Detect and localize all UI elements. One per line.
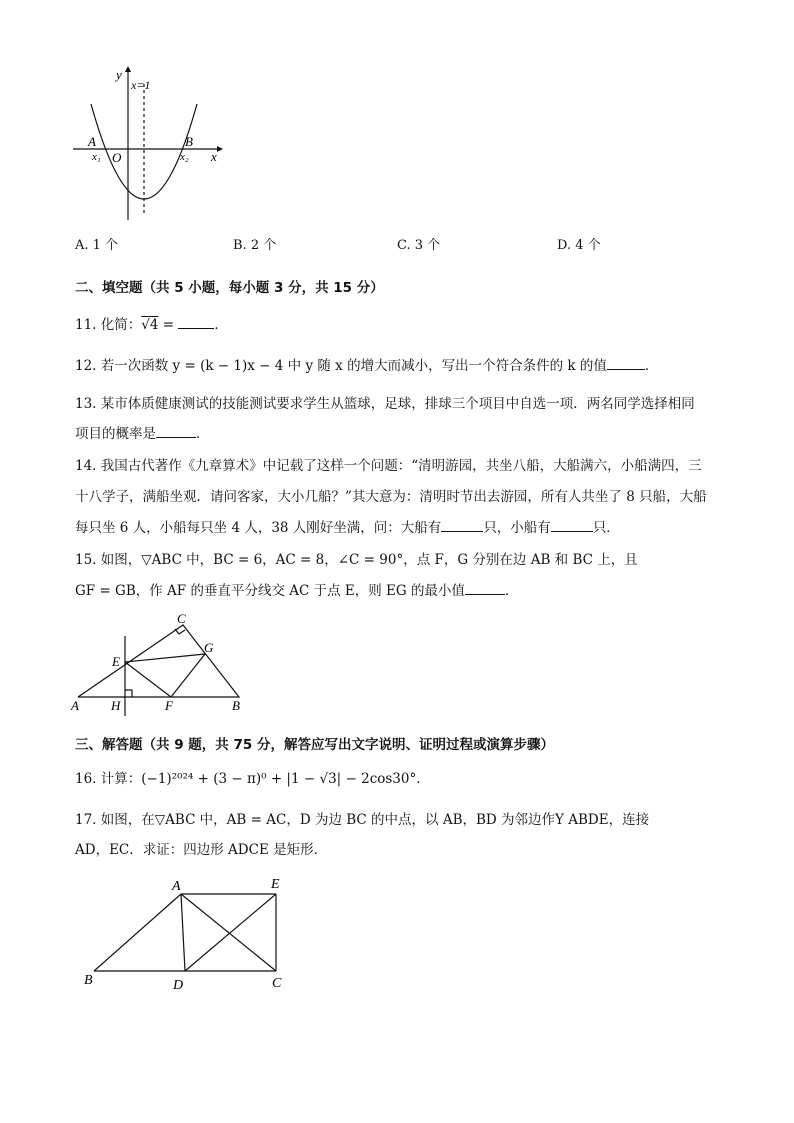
question-14-line-1: 14. 我国古代著作《九章算术》中记载了这样一个问题：“清明游园，共坐八船，大船满六，小船满四，三 — [75, 458, 702, 474]
tri-point-a: A — [71, 698, 79, 713]
question-17-line-2: AD，EC．求证：四边形 ADCE 是矩形． — [75, 842, 328, 858]
section-3-heading: 三、解答题（共 9 题，共 75 分，解答应写出文字说明、证明过程或演算步骤） — [75, 737, 554, 753]
option-c: C. 3 个 — [397, 238, 441, 253]
question-12: 12. 若一次函数 y = (k − 1)x − 4 中 y 随 x 的增大而减小，写出一个符合条件的 k 的值 ． — [75, 358, 659, 374]
axis-label: x=1 — [131, 78, 151, 92]
question-13-line-2: 项目的概率是 ． — [75, 426, 210, 442]
tri-point-f: F — [165, 698, 173, 713]
question-16: 16. 计算：(−1)²⁰²⁴ + (3 − π)⁰ + |1 − √3| − 2cos30°． — [75, 771, 430, 787]
tri-point-g: G — [204, 640, 214, 655]
x1-label: x₁ — [92, 151, 101, 163]
question-17-line-1: 17. 如图，在▽ABC 中，AB = AC，D 为边 BC 的中点，以 AB，BD 为邻边作Y ABDE，连接 — [75, 812, 650, 828]
triangle-figure — [68, 608, 253, 723]
y-label: y — [116, 67, 122, 82]
parabola-figure — [65, 62, 225, 222]
rect-point-e: E — [271, 877, 280, 892]
question-14-line-2: 十八学子，满船坐观．请问客家，大小几船？”其大意为：清明时节出去游园，所有人共坐了 8 只船，大船 — [75, 489, 707, 505]
question-15-line-2: GF = GB，作 AF 的垂直平分线交 AC 于点 E，则 EG 的最小值 ． — [75, 583, 519, 599]
origin-label: O — [112, 150, 122, 165]
parallelogram-figure — [78, 872, 298, 997]
question-11: 11. 化简：√4 = ． — [75, 317, 228, 333]
option-b: B. 2 个 — [233, 238, 277, 253]
tri-point-c: C — [177, 611, 186, 626]
question-14-line-3: 每只坐 6 人，小船每只坐 4 人，38 人刚好坐满，问：大船有 只，小船有 只． — [75, 520, 620, 536]
rect-point-b: B — [84, 973, 93, 988]
x2-label: x₂ — [180, 151, 189, 163]
tri-point-b: B — [232, 698, 240, 713]
point-b: B — [185, 134, 193, 149]
option-d: D. 4 个 — [557, 238, 601, 253]
option-a: A. 1 个 — [75, 238, 119, 253]
question-13-line-1: 13. 某市体质健康测试的技能测试要求学生从篮球，足球，排球三个项目中自选一项．两名同学选择相同 — [75, 396, 695, 412]
question-15-line-1: 15. 如图，▽ABC 中，BC = 6，AC = 8，∠C = 90°，点 F，G 分别在边 AB 和 BC 上，且 — [75, 552, 638, 568]
tri-point-h: H — [111, 698, 121, 713]
tri-point-e: E — [112, 654, 120, 669]
section-2-heading: 二、填空题（共 5 小题，每小题 3 分，共 15 分） — [75, 280, 384, 296]
x-label: x — [211, 149, 217, 164]
rect-point-c: C — [272, 976, 282, 991]
point-a: A — [88, 134, 96, 149]
rect-point-d: D — [173, 978, 184, 993]
rect-point-a: A — [172, 879, 181, 894]
